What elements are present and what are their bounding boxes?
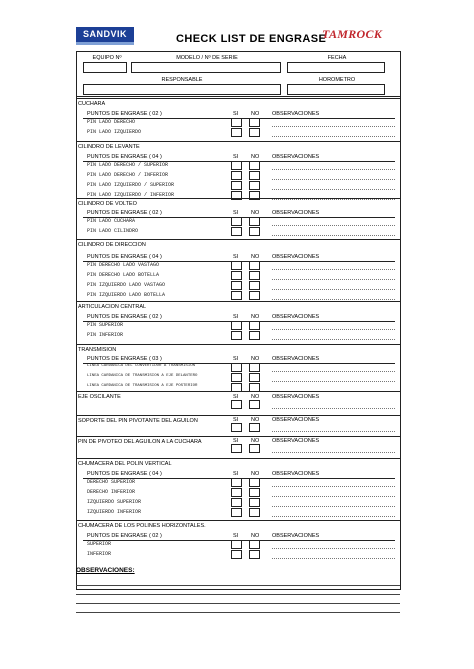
si-column-header: SI (233, 154, 239, 160)
page-title: CHECK LIST DE ENGRASE (176, 33, 327, 45)
si-checkbox[interactable] (231, 181, 242, 190)
observaciones-line[interactable] (272, 486, 395, 487)
section-title: CUCHARA (78, 101, 106, 107)
observaciones-line[interactable] (272, 548, 395, 549)
si-column-header: SI (233, 417, 239, 423)
grease-point-label: LINEA CARDANICA DE TRANSMISION A EJE DELANTERO (87, 374, 198, 378)
observaciones-column-header: OBSERVACIONES (272, 417, 320, 423)
grease-point-label: PIN LADO CILINDRO (87, 228, 139, 234)
no-column-header: NO (251, 111, 260, 117)
no-checkbox[interactable] (249, 181, 260, 190)
no-column-header: NO (251, 417, 260, 423)
section-2 (77, 198, 400, 234)
section-title: CILINDRO DE DIRECCION (78, 242, 146, 248)
si-checkbox[interactable] (231, 478, 242, 487)
si-column-header: SI (233, 254, 239, 260)
horometro-label: HOROMETRO (318, 77, 356, 83)
section-title: PIN DE PIVOTEO DEL AGUILON A LA CUCHARA (78, 439, 202, 445)
section-6 (77, 391, 400, 400)
no-column-header: NO (251, 533, 260, 539)
observaciones-line[interactable] (272, 516, 395, 517)
checklist-form (76, 51, 401, 590)
no-checkbox[interactable] (249, 291, 260, 300)
section-5 (77, 344, 400, 388)
no-checkbox[interactable] (249, 161, 260, 170)
puntos-de-engrase-label: PUNTOS DE ENGRASE ( 04 ) (87, 254, 162, 260)
equipo-field[interactable] (83, 62, 127, 73)
observaciones-line[interactable] (272, 381, 395, 382)
section-title: EJE OSCILANTE (78, 394, 121, 400)
observaciones-line[interactable] (272, 506, 395, 507)
observaciones-column-header: OBSERVACIONES (272, 533, 320, 539)
si-checkbox[interactable] (231, 331, 242, 340)
si-column-header: SI (233, 356, 239, 362)
observaciones-line[interactable] (272, 299, 395, 300)
no-column-header: NO (251, 356, 260, 362)
fecha-field[interactable] (287, 62, 385, 73)
si-checkbox[interactable] (231, 444, 242, 453)
responsable-field[interactable] (83, 84, 281, 95)
observaciones-line[interactable] (272, 179, 395, 180)
grease-point-label: PIN SUPERIOR (87, 322, 124, 328)
section-10 (77, 520, 400, 557)
si-column-header: SI (233, 111, 239, 117)
horometro-field[interactable] (287, 84, 385, 95)
observaciones-line[interactable] (272, 329, 395, 330)
no-checkbox[interactable] (249, 423, 260, 432)
grease-point-label: PIN LADO IZQUIERDO / SUPERIOR (87, 182, 175, 188)
observaciones-line[interactable] (272, 558, 395, 559)
puntos-de-engrase-label: PUNTOS DE ENGRASE ( 02 ) (87, 210, 162, 216)
section-title: CILINDRO DE LEVANTE (78, 144, 140, 150)
observaciones-column-header: OBSERVACIONES (272, 356, 320, 362)
si-checkbox[interactable] (231, 373, 242, 382)
observaciones-column-header: OBSERVACIONES (272, 111, 320, 117)
section-7 (77, 415, 400, 424)
grease-point-label: PIN LADO IZQUIERDO (87, 129, 142, 135)
si-checkbox[interactable] (231, 400, 242, 409)
section-9 (77, 458, 400, 515)
section-0 (77, 98, 400, 135)
si-checkbox[interactable] (231, 217, 242, 226)
grease-point-label: PIN LADO CUCHARA (87, 218, 136, 224)
section-title: SOPORTE DEL PIN PIVOTANTE DEL AGUILON (78, 418, 198, 424)
observaciones-line[interactable] (272, 496, 395, 497)
puntos-de-engrase-label: PUNTOS DE ENGRASE ( 04 ) (87, 154, 162, 160)
no-column-header: NO (251, 154, 260, 160)
puntos-de-engrase-label: PUNTOS DE ENGRASE ( 04 ) (87, 471, 162, 477)
no-column-header: NO (251, 471, 260, 477)
grease-point-label: INFERIOR (87, 551, 112, 557)
observaciones-line[interactable] (76, 594, 400, 595)
observaciones-line[interactable] (272, 136, 395, 137)
section-title: CHUMACERA DE LOS POLINES HORIZONTALES. (78, 523, 206, 529)
si-checkbox[interactable] (231, 423, 242, 432)
observaciones-line[interactable] (272, 371, 395, 372)
observaciones-line[interactable] (272, 452, 395, 453)
no-column-header: NO (251, 394, 260, 400)
observaciones-line[interactable] (272, 269, 395, 270)
grease-point-label: DERECHO INFERIOR (87, 489, 136, 495)
si-checkbox[interactable] (231, 550, 242, 559)
observaciones-line[interactable] (272, 431, 395, 432)
observaciones-title: OBSERVACIONES: (76, 567, 135, 574)
observaciones-line[interactable] (76, 612, 400, 613)
grease-point-label: IZQUIERDO INFERIOR (87, 509, 142, 515)
equipo-label: EQUIPO Nº (92, 55, 122, 61)
si-checkbox[interactable] (231, 508, 242, 517)
section-title: CHUMACERA DEL POLIN VERTICAL (78, 461, 172, 467)
si-checkbox[interactable] (231, 488, 242, 497)
observaciones-line[interactable] (272, 199, 395, 200)
no-checkbox[interactable] (249, 118, 260, 127)
no-checkbox[interactable] (249, 400, 260, 409)
observaciones-column-header: OBSERVACIONES (272, 471, 320, 477)
no-checkbox[interactable] (249, 488, 260, 497)
grease-point-label: PIN DERECHO LADO VASTAGO (87, 262, 160, 268)
si-checkbox[interactable] (231, 171, 242, 180)
observaciones-line[interactable] (272, 289, 395, 290)
si-checkbox[interactable] (231, 498, 242, 507)
no-checkbox[interactable] (249, 550, 260, 559)
si-checkbox[interactable] (231, 281, 242, 290)
no-checkbox[interactable] (249, 227, 260, 236)
observaciones-line[interactable] (272, 126, 395, 127)
section-3 (77, 239, 400, 298)
grease-point-label: LINEA CARDANICA DEL CONVERTIDOR A TRANSMISION (87, 364, 196, 368)
observaciones-line[interactable] (272, 169, 395, 170)
grease-point-label: LINEA CARDANICA DE TRANSMISION A EJE POSTERIOR (87, 384, 198, 388)
no-column-header: NO (251, 314, 260, 320)
modelo-label: MODELO / Nº DE SERIE (176, 55, 238, 61)
grease-point-label: SUPERIOR (87, 541, 112, 547)
si-column-header: SI (233, 210, 239, 216)
grease-point-label: PIN LADO DERECHO / SUPERIOR (87, 162, 169, 168)
si-column-header: SI (233, 394, 239, 400)
grease-point-label: PIN LADO DERECHO (87, 119, 136, 125)
observaciones-line[interactable] (272, 189, 395, 190)
si-checkbox[interactable] (231, 321, 242, 330)
section-4 (77, 301, 400, 338)
puntos-de-engrase-label: PUNTOS DE ENGRASE ( 03 ) (87, 356, 162, 362)
si-checkbox[interactable] (231, 291, 242, 300)
no-checkbox[interactable] (249, 363, 260, 372)
no-checkbox[interactable] (249, 508, 260, 517)
grease-point-label: IZQUIERDO SUPERIOR (87, 499, 142, 505)
no-column-header: NO (251, 438, 260, 444)
observaciones-column-header: OBSERVACIONES (272, 394, 320, 400)
observaciones-line[interactable] (272, 225, 395, 226)
section-8 (77, 436, 400, 445)
grease-point-label: PIN IZQUIERDO LADO BOTELLA (87, 292, 166, 298)
si-column-header: SI (233, 533, 239, 539)
section-title: TRANSMISION (78, 347, 117, 353)
observaciones-column-header: OBSERVACIONES (272, 154, 320, 160)
section-title: ARTICULACION CENTRAL (78, 304, 147, 310)
responsable-label: RESPONSABLE (161, 77, 203, 83)
si-checkbox[interactable] (231, 118, 242, 127)
grease-point-label: PIN LADO DERECHO / INFERIOR (87, 172, 169, 178)
grease-point-label: PIN LADO IZQUIERDO / INFERIOR (87, 192, 175, 198)
no-checkbox[interactable] (249, 373, 260, 382)
observaciones-column-header: OBSERVACIONES (272, 314, 320, 320)
observaciones-line[interactable] (272, 408, 395, 409)
observaciones-line[interactable] (76, 603, 400, 604)
si-column-header: SI (233, 471, 239, 477)
puntos-de-engrase-label: PUNTOS DE ENGRASE ( 02 ) (87, 111, 162, 117)
observaciones-line[interactable] (272, 339, 395, 340)
observaciones-column-header: OBSERVACIONES (272, 254, 320, 260)
no-checkbox[interactable] (249, 540, 260, 549)
fecha-label: FECHA (327, 55, 347, 61)
section-1 (77, 141, 400, 198)
grease-point-label: DERECHO SUPERIOR (87, 479, 136, 485)
no-checkbox[interactable] (249, 261, 260, 270)
si-checkbox[interactable] (231, 161, 242, 170)
si-checkbox[interactable] (231, 261, 242, 270)
si-checkbox[interactable] (231, 540, 242, 549)
no-checkbox[interactable] (249, 281, 260, 290)
observaciones-column-header: OBSERVACIONES (272, 438, 320, 444)
puntos-de-engrase-label: PUNTOS DE ENGRASE ( 02 ) (87, 314, 162, 320)
no-checkbox[interactable] (249, 444, 260, 453)
si-checkbox[interactable] (231, 227, 242, 236)
modelo-field[interactable] (131, 62, 281, 73)
puntos-de-engrase-label: PUNTOS DE ENGRASE ( 02 ) (87, 533, 162, 539)
section-title: CILINDRO DE VOLTEO (78, 201, 137, 207)
si-checkbox[interactable] (231, 128, 242, 137)
no-checkbox[interactable] (249, 128, 260, 137)
no-checkbox[interactable] (249, 478, 260, 487)
observaciones-line[interactable] (272, 279, 395, 280)
no-checkbox[interactable] (249, 217, 260, 226)
observaciones-column-header: OBSERVACIONES (272, 210, 320, 216)
si-column-header: SI (233, 438, 239, 444)
no-checkbox[interactable] (249, 321, 260, 330)
tamrock-logo: TAMROCK (322, 27, 383, 41)
sandvik-logo-underline (76, 42, 134, 45)
no-checkbox[interactable] (249, 498, 260, 507)
si-column-header: SI (233, 314, 239, 320)
grease-point-label: PIN IZQUIERDO LADO VASTAGO (87, 282, 166, 288)
grease-point-label: PIN DERECHO LADO BOTELLA (87, 272, 160, 278)
no-column-header: NO (251, 210, 260, 216)
no-checkbox[interactable] (249, 271, 260, 280)
grease-point-label: PIN INFERIOR (87, 332, 124, 338)
no-checkbox[interactable] (249, 331, 260, 340)
observaciones-line[interactable] (76, 585, 400, 586)
si-checkbox[interactable] (231, 271, 242, 280)
sandvik-logo: SANDVIK (76, 27, 134, 42)
form-header (77, 52, 400, 97)
observaciones-line[interactable] (272, 235, 395, 236)
si-checkbox[interactable] (231, 363, 242, 372)
no-column-header: NO (251, 254, 260, 260)
no-checkbox[interactable] (249, 171, 260, 180)
